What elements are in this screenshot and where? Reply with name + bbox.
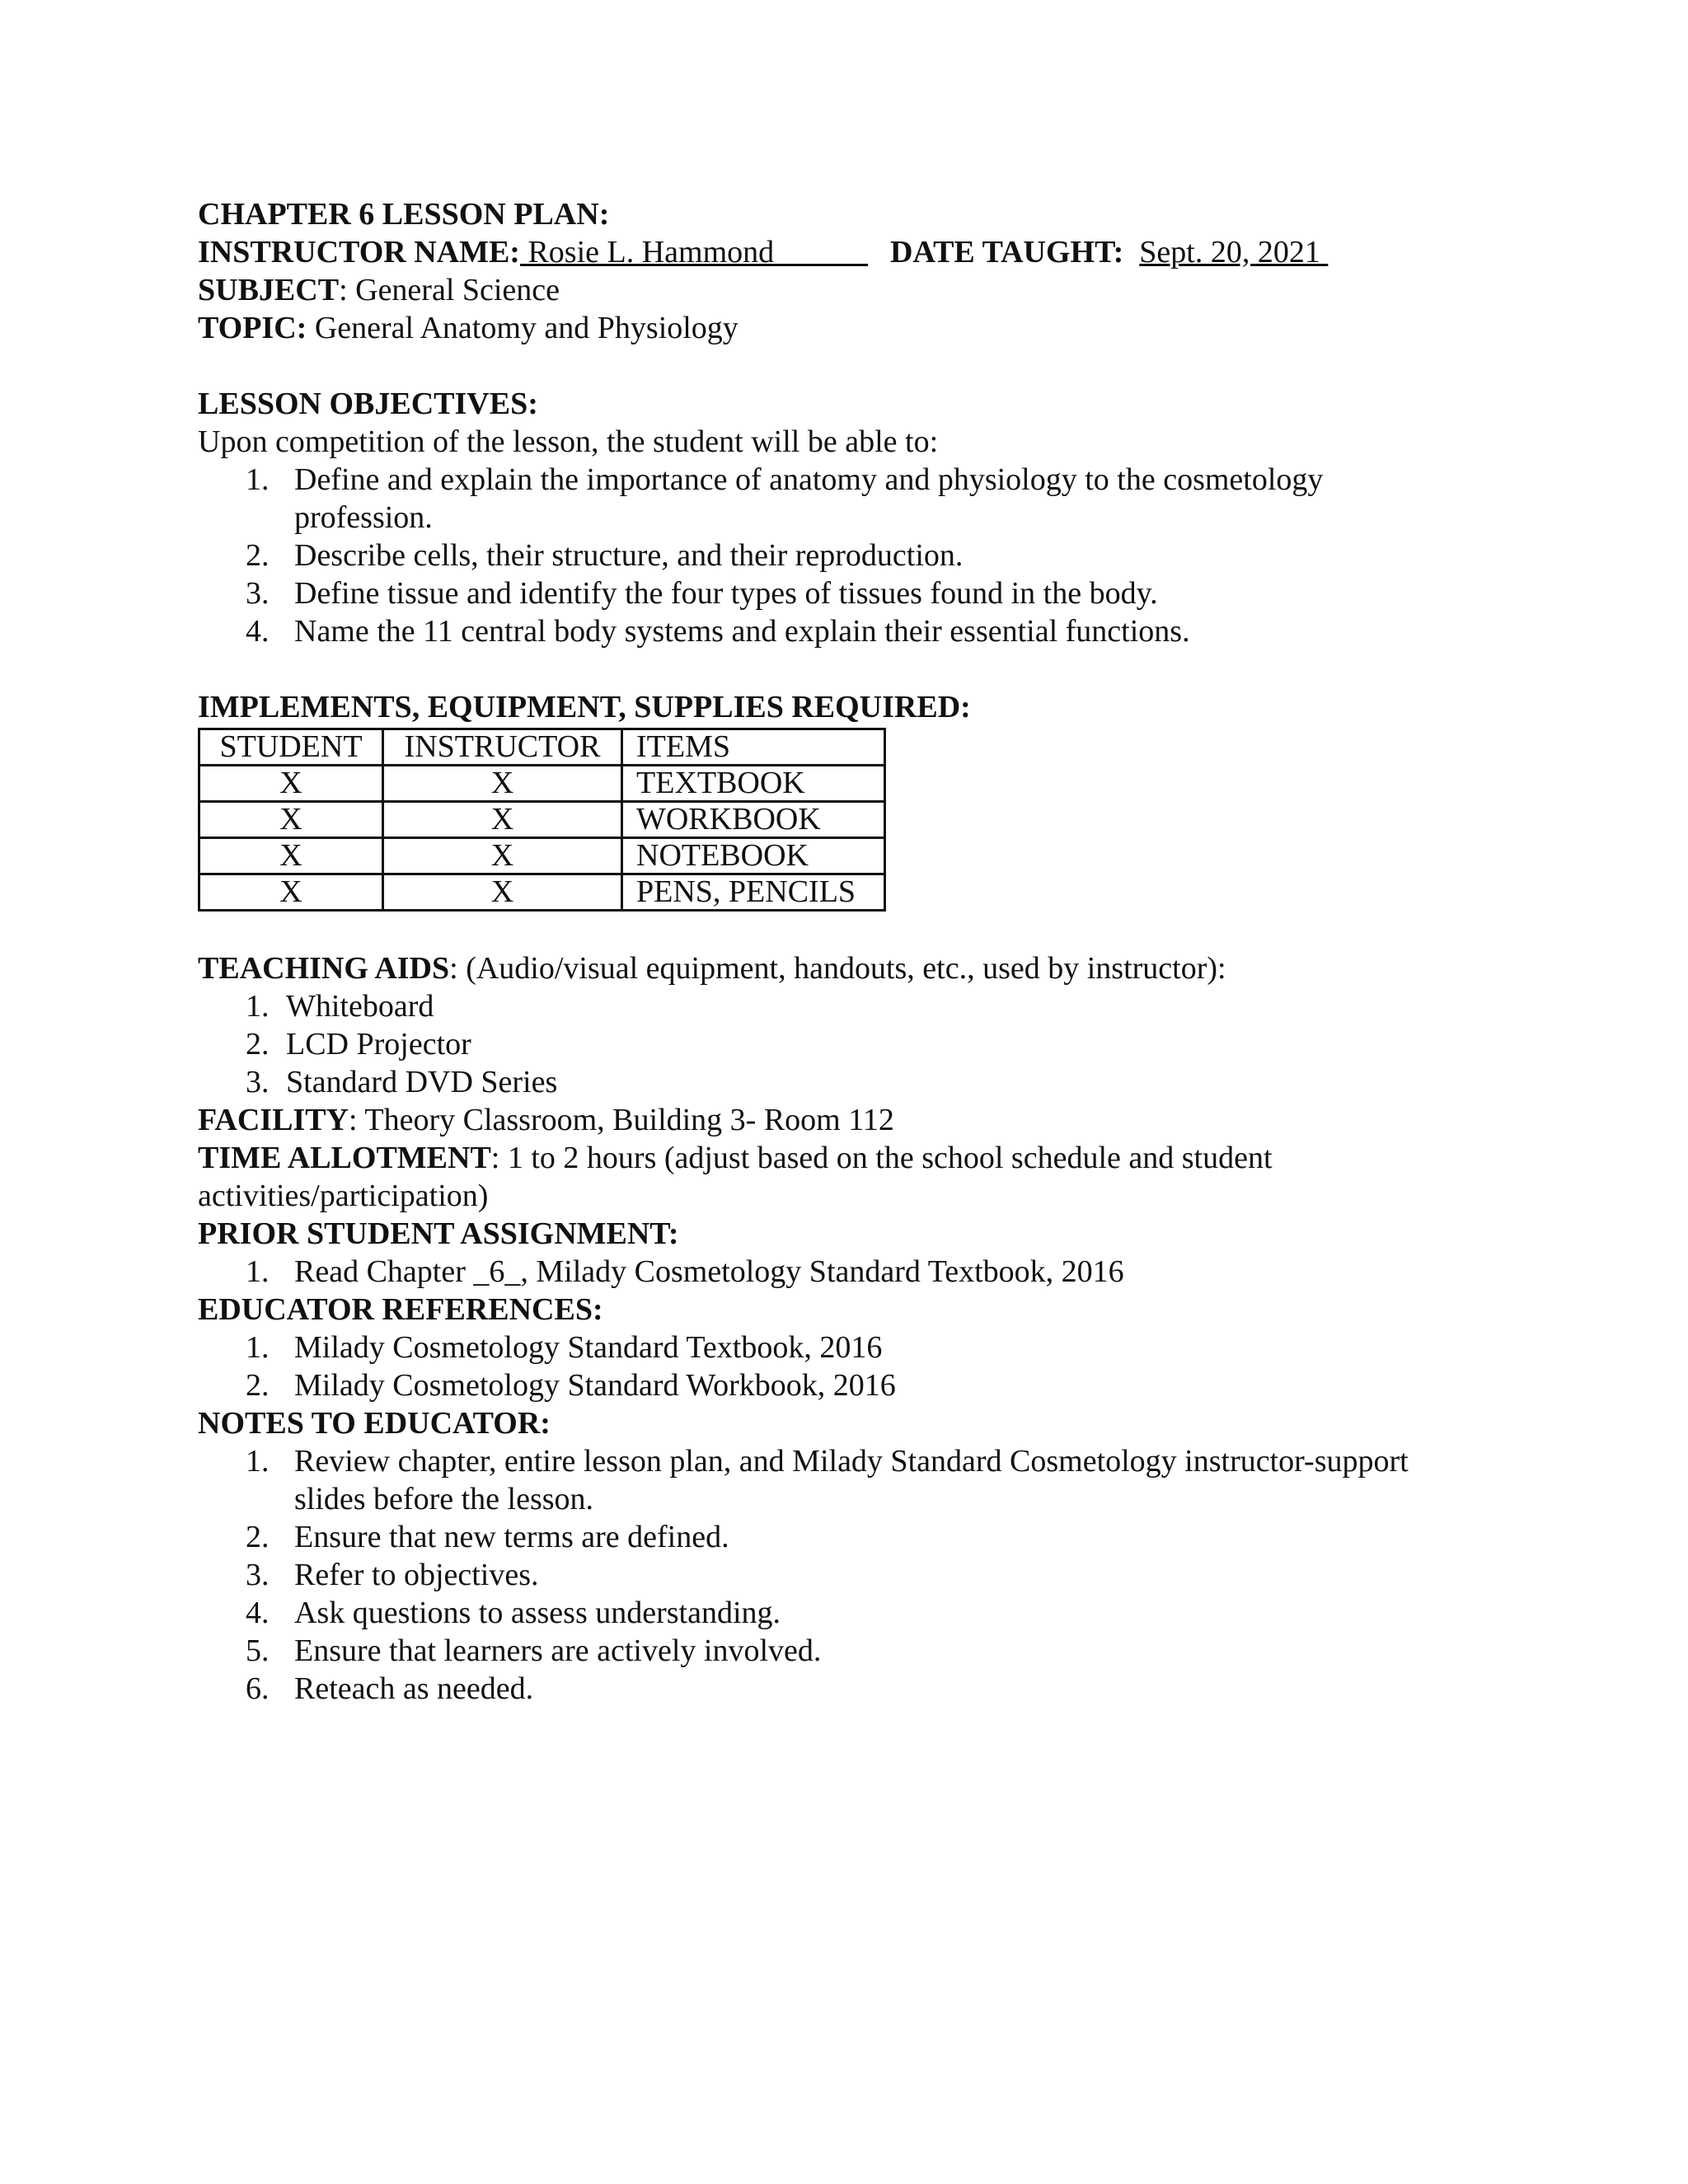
list-item: 1. Define and explain the importance of anatomy and physiology to the cosmetology profession. [246, 462, 1324, 535]
objectives-heading: LESSON OBJECTIVES: [198, 387, 538, 421]
list-item: 2. LCD Projector [246, 1027, 471, 1062]
table-cell: X [199, 838, 383, 874]
time-value: : 1 to 2 hours (adjust based on the school schedule and student [490, 1141, 1273, 1175]
subject-line [198, 271, 1517, 309]
list-item: 3. Standard DVD Series [246, 1065, 558, 1099]
facility-value: : Theory Classroom, Building 3- Room 112 [349, 1103, 894, 1137]
list-item: 4. Ask questions to assess understanding. [246, 1596, 781, 1630]
subject-sep: : [339, 273, 356, 307]
facility-label: FACILITY [198, 1103, 349, 1137]
list-item: 2. Ensure that new terms are defined. [246, 1520, 729, 1554]
column-header-instructor: INSTRUCTOR [383, 729, 622, 766]
table-row [199, 838, 885, 874]
facility-line [198, 1101, 1517, 1139]
table-row [199, 802, 885, 838]
table-row [199, 874, 885, 911]
table-cell: X [383, 838, 622, 874]
teaching-aids-label: TEACHING AIDS [198, 951, 450, 986]
table-cell: WORKBOOK [622, 802, 885, 838]
topic-label: TOPIC: [198, 311, 307, 345]
time-continuation: activities/participation) [198, 1179, 489, 1213]
list-item: 1. Whiteboard [246, 989, 434, 1024]
table-cell: X [199, 874, 383, 911]
subject-label: SUBJECT [198, 273, 340, 307]
prior-list [198, 1253, 1517, 1291]
list-item: 1. Milady Cosmetology Standard Textbook, 2016 [246, 1330, 883, 1365]
prior-heading: PRIOR STUDENT ASSIGNMENT: [198, 1216, 679, 1251]
notes-heading: NOTES TO EDUCATOR: [198, 1406, 551, 1441]
table-cell: X [383, 766, 622, 802]
table-cell: PENS, PENCILS [622, 874, 885, 911]
date-label: DATE TAUGHT: [890, 235, 1124, 269]
date-block [890, 233, 1328, 271]
objectives-intro: Upon competition of the lesson, the student will be able to: [198, 424, 939, 459]
supplies-heading: IMPLEMENTS, EQUIPMENT, SUPPLIES REQUIRED: [198, 690, 971, 724]
time-label: TIME ALLOTMENT [198, 1141, 491, 1175]
list-item: 1. Review chapter, entire lesson plan, and Milady Standard Cosmetology instructor-support slides before the lesson. [246, 1444, 1409, 1516]
subject-value: General Science [355, 273, 560, 307]
instructor-name: Rosie L. Hammond [519, 235, 869, 269]
teaching-aids-line [198, 949, 1517, 987]
list-item: 6. Reteach as needed. [246, 1671, 534, 1706]
table-cell: TEXTBOOK [622, 766, 885, 802]
teaching-aids-list [198, 987, 1517, 1101]
references-list [198, 1329, 1517, 1404]
topic-line [198, 309, 1517, 347]
lesson-plan-page [198, 195, 1517, 1708]
list-item: 2. Milady Cosmetology Standard Workbook, 2016 [246, 1368, 896, 1403]
teaching-aids-desc: : (Audio/visual equipment, handouts, etc., used by instructor): [449, 951, 1226, 986]
objectives-list [198, 461, 1517, 650]
table-cell: X [199, 802, 383, 838]
column-header-student: STUDENT [199, 729, 383, 766]
supplies-table [198, 728, 886, 912]
date-value: Sept. 20, 2021 [1139, 235, 1329, 269]
table-row [199, 766, 885, 802]
table-header-row [199, 729, 885, 766]
list-item: 1. Read Chapter _6_, Milady Cosmetology Standard Textbook, 2016 [246, 1254, 1124, 1289]
list-item: 3. Refer to objectives. [246, 1558, 539, 1592]
page-title: CHAPTER 6 LESSON PLAN: [198, 197, 610, 232]
time-line [198, 1139, 1517, 1177]
references-heading: EDUCATOR REFERENCES: [198, 1292, 603, 1327]
list-item: 3. Define tissue and identify the four types of tissues found in the body. [246, 576, 1158, 611]
list-item: 5. Ensure that learners are actively involved. [246, 1633, 822, 1668]
topic-value: General Anatomy and Physiology [307, 311, 738, 345]
table-cell: X [383, 874, 622, 911]
instructor-date-row [198, 233, 1517, 271]
table-cell: X [383, 802, 622, 838]
notes-list [198, 1442, 1517, 1708]
table-cell: NOTEBOOK [622, 838, 885, 874]
table-cell: X [199, 766, 383, 802]
list-item: 2. Describe cells, their structure, and their reproduction. [246, 538, 964, 573]
column-header-items: ITEMS [622, 729, 885, 766]
list-item: 4. Name the 11 central body systems and explain their essential functions. [246, 614, 1190, 649]
instructor-label: INSTRUCTOR NAME: [198, 235, 520, 269]
